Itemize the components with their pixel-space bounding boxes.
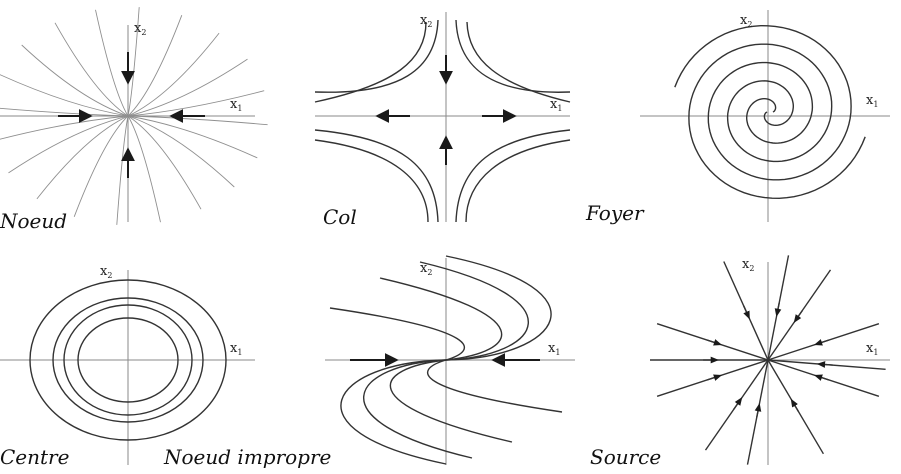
col-trajectories: [315, 20, 570, 222]
source-arrow: [793, 402, 799, 411]
noeud-trajectory: [0, 116, 128, 141]
source-title: Source: [590, 445, 662, 469]
col-axes: [315, 12, 570, 222]
source-arrow: [796, 311, 802, 320]
foyer-spiral-2: [689, 44, 865, 198]
panel-source: [590, 255, 890, 469]
centre-y-axis-label: $x_2$: [100, 264, 113, 280]
source-arrow: [777, 303, 779, 313]
panel-centre: [0, 264, 255, 469]
noeud-trajectory: [128, 33, 219, 116]
foyer-trajectories: [675, 26, 865, 199]
noeud-trajectory: [128, 116, 161, 222]
foyer-title: Foyer: [586, 201, 644, 225]
source-arrow: [818, 340, 829, 344]
centre-x-axis-label: $x_1$: [230, 341, 243, 357]
noeud-impropre-y-axis-label: $x_2$: [420, 261, 433, 277]
panel-noeud: [0, 7, 268, 233]
noeud-impropre-axes: [325, 258, 575, 465]
panel-col: [315, 12, 570, 229]
panel-foyer: [585, 10, 890, 225]
noeud-trajectory: [117, 116, 128, 225]
centre-axes: [0, 270, 255, 465]
noeud-trajectory: [96, 10, 129, 116]
noeud-trajectory: [55, 23, 128, 116]
col-title: Col: [323, 205, 357, 229]
centre-title: Centre: [0, 445, 70, 469]
noeud-impropre-title: Noeud impropre: [164, 445, 332, 469]
source-arrow: [734, 401, 740, 410]
noeud-y-axis-label: $x_2$: [134, 21, 147, 37]
noeud-impropre-x-axis-label: $x_1$: [548, 341, 561, 357]
col-y-axis-label: $x_2$: [420, 13, 433, 29]
noeud-x-axis-label: $x_1$: [230, 97, 243, 113]
col-x-axis-label: $x_1$: [550, 97, 563, 113]
source-arrow: [707, 340, 718, 344]
noeud-trajectory: [128, 91, 264, 116]
source-arrow: [744, 306, 748, 316]
noeud-trajectory: [128, 116, 201, 209]
source-arrow: [707, 376, 718, 380]
source-arrow: [818, 376, 829, 380]
noeud-trajectory: [0, 107, 128, 116]
source-arrow: [757, 407, 759, 417]
source-x-axis-label: $x_1$: [866, 341, 879, 357]
panel-noeud-impropre: [163, 256, 575, 469]
noeud-trajectory: [37, 116, 128, 199]
source-arrow: [821, 364, 833, 365]
foyer-x-axis-label: $x_1$: [866, 93, 879, 109]
noeud-trajectory: [74, 116, 128, 217]
noeud-title: Noeud: [0, 209, 68, 233]
foyer-y-axis-label: $x_2$: [740, 13, 753, 29]
foyer-spiral-1: [675, 26, 851, 180]
source-y-axis-label: $x_2$: [742, 257, 755, 273]
